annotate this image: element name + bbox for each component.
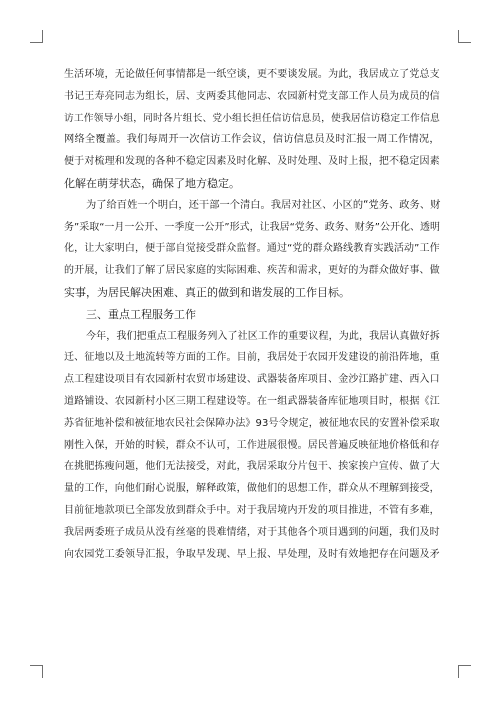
text-line: 生 活 环 境 ， 无 论 做 任 何 事 情 都 是 一 纸 空 谈 ， 更 不 要 谈 发 展 。 为 此 ， 我 居 成 立 了 党 总 支 xyxy=(64,69,440,80)
text-line: 实事，为居民解决困难、真正的做到和谐发展的工作目标。 xyxy=(64,285,350,299)
text-line: 化 ， 让 大 家 明 白 ， 便 于 部 自 觉 接 受 群 众 监 督 。 通 过 “ 党 的 群 众 路 线 教 育 实 践 活 动 ” 工 作 xyxy=(64,243,440,255)
text-line: 网 络 全 覆 盖 。 我 们 每 周 开 一 次 信 访 工 作 会 议 ， 信 访 信 息 员 及 时 汇 报 一 周 工 作 情 况 ， xyxy=(64,133,440,146)
text-line: 三、重点工程服务工作 xyxy=(86,307,196,321)
text-line: 今 年 ， 我 们 把 重 点 工 程 服 务 列 入 了 社 区 工 作 的 重 要 议 程 ， 为 此 ， 我 居 认 真 做 好 拆 xyxy=(86,330,440,342)
crop-mark-top-right xyxy=(458,30,471,43)
text-line: 书 记 王 寿 亮 同 志 为 组 长 ， 居 、 支 两 委 其 他 同 志 、 农 园 新 村 党 支 部 工 作 人 员 为 成 员 的 信 xyxy=(64,90,440,102)
text-line: 访 工 作 领 导 小 组 ， 同 时 各 片 组 长 、 党 小 组 长 担 任 信 访 信 息 员 ， 使 我 居 信 访 稳 定 工 作 信 息 xyxy=(64,112,440,124)
text-line: 在 挑 肥 拣 瘦 问 题 ， 他 们 无 法 接 受 ， 对 此 ， 我 居 采 取 分 片 包 干 、 挨 家 挨 户 宣 传 、 做 了 大 xyxy=(64,461,440,473)
crop-mark-bottom-left xyxy=(30,665,43,678)
text-line: 向 农 园 党 工 委 领 导 汇 报 ， 争 取 早 发 现 、 早 上 报 、 早 处 理 ， 及 时 有 效 地 把 存 在 问 题 及 矛 xyxy=(64,548,440,560)
text-line: 量 的 工 作 ， 向 他 们 耐 心 说 服 ， 解 释 政 策 ， 做 他 们 的 思 想 工 作 ， 群 众 从 不 理 解 到 接 受 ， xyxy=(64,483,440,495)
text-line: 迁 、 征 地 以 及 土 地 流 转 等 方 面 的 工 作 。 目 前 ， 我 居 处 于 农 园 开 发 建 设 的 前 沿 阵 地 ， 重 xyxy=(64,352,440,364)
crop-mark-top-left xyxy=(30,30,43,43)
text-line: 化解在萌芽状态，确保了地方稳定。 xyxy=(64,176,240,190)
text-line: 务 ” 采 取 “ 一 月 一 公 开 、 一 季 度 一 公 开 ” 形 式 ， 让 我 居 “ 党 务 、 政 务 、 财 务 ” 公 开 化 、 透 明 xyxy=(64,221,440,233)
text-line: 目 前 征 地 款 项 已 全 部 发 放 到 群 众 手 中 。 对 于 我 居 境 内 开 发 的 项 目 推 进 ， 不 管 有 多 难 ， xyxy=(64,504,440,516)
text-line: 便 于 对 梳 理 和 发 现 的 各 种 不 稳 定 因 素 及 时 化 解 、 及 时 处 理 、 及 时 上 报 ， 把 不 稳 定 因 素 xyxy=(64,156,440,168)
text-line: 刚 性 入 保 ， 开 始 的 时 候 ， 群 众 不 认 可 ， 工 作 进 展 很 慢 。 居 民 普 遍 反 映 征 地 价 格 低 和 存 xyxy=(64,439,440,451)
text-line: 道 路 铺 设 、 农 园 新 村 小 区 三 期 工 程 建 设 等 。 在 一 组 武 器 装 备 库 征 地 项 目 时 ， 根 据 《 江 xyxy=(64,395,440,407)
crop-mark-bottom-right xyxy=(458,665,471,678)
document-body xyxy=(64,64,440,565)
text-line: 为 了 给 百 姓 一 个 明 白 ， 还 干 部 一 个 清 白 。 我 居 对 社 区 、 小 区 的 “ 党 务 、 政 务 、 财 xyxy=(86,198,441,211)
text-line: 我 居 两 委 班 子 成 员 从 没 有 丝 毫 的 畏 难 情 绪 ， 对 于 其 他 各 个 项 目 遇 到 的 问 题 ， 我 们 及 时 xyxy=(64,526,440,538)
text-line: 苏 省 征 地 补 偿 和 被 征 地 农 民 社 会 保 障 办 法 》 9 3 号 令 规 定 ， 被 征 地 农 民 的 安 置 补 偿 采 取 xyxy=(64,417,440,429)
text-line: 点 工 程 建 设 项 目 有 农 园 新 村 农 贸 市 场 建 设 、 武 器 装 备 库 项 目 、 金 沙 江 路 扩 建 、 西 入 口 xyxy=(64,374,440,386)
text-line: 的 开 展 ， 让 我 们 了 解 了 居 民 家 庭 的 实 际 困 难 、 疾 苦 和 需 求 ， 更 好 的 为 群 众 做 好 事 、 做 xyxy=(64,265,440,277)
